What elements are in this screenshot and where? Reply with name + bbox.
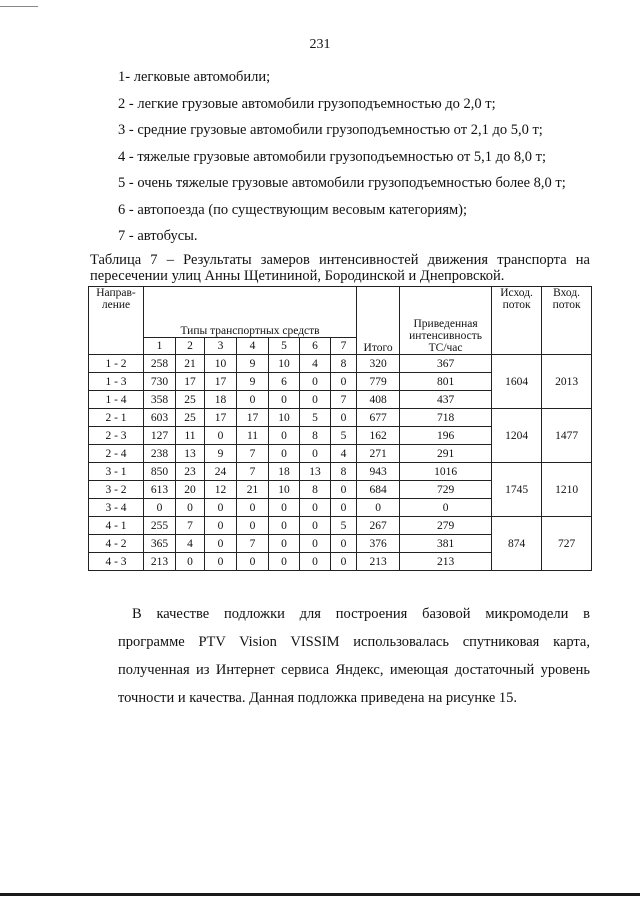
cell-type-count: 10: [205, 355, 237, 373]
scan-artifact-bottom-line: [0, 893, 640, 896]
table-row: [89, 409, 592, 427]
header-type-number: 4: [237, 338, 269, 355]
cell-type-count: 11: [176, 427, 205, 445]
cell-type-count: 0: [269, 535, 300, 553]
list-item: 3 - средние грузовые автомобили грузоподъемностью от 2,1 до 5,0 т;: [118, 122, 543, 138]
cell-type-count: 10: [269, 355, 300, 373]
header-type-number: 7: [331, 338, 357, 355]
header-outgoing-flow: [492, 287, 542, 355]
cell-type-count: 25: [176, 391, 205, 409]
header-direction-text: Направ- ление: [96, 287, 136, 311]
list-item: 4 - тяжелые грузовые автомобили грузоподъемностью от 5,1 до 8,0 т;: [118, 148, 547, 165]
cell-type-count: 358: [144, 391, 176, 409]
cell-total: 213: [357, 553, 400, 571]
cell-type-count: 0: [300, 553, 331, 571]
cell-reduced: 1016: [400, 463, 492, 481]
cell-type-count: 0: [237, 517, 269, 535]
cell-type-count: 20: [176, 481, 205, 499]
cell-type-count: 5: [331, 427, 357, 445]
table-row: [89, 517, 592, 535]
vehicle-type-list: [118, 68, 566, 254]
cell-type-count: 0: [300, 391, 331, 409]
header-reduced-intensity: [400, 287, 492, 355]
header-type-number: 5: [269, 338, 300, 355]
cell-type-count: 613: [144, 481, 176, 499]
cell-incoming-flow: 2013: [542, 355, 592, 409]
cell-total: 271: [357, 445, 400, 463]
cell-type-count: 5: [300, 409, 331, 427]
cell-type-count: 8: [300, 427, 331, 445]
header-incoming-flow: [542, 287, 592, 355]
cell-type-count: 17: [176, 373, 205, 391]
cell-type-count: 7: [237, 535, 269, 553]
header-type-number: 1: [144, 338, 176, 355]
cell-total: 677: [357, 409, 400, 427]
table-row: [89, 463, 592, 481]
cell-type-count: 0: [300, 445, 331, 463]
cell-type-count: 11: [237, 427, 269, 445]
cell-type-count: 0: [176, 553, 205, 571]
cell-reduced: 718: [400, 409, 492, 427]
cell-type-count: 6: [269, 373, 300, 391]
cell-reduced: 213: [400, 553, 492, 571]
cell-outgoing-flow: 874: [492, 517, 542, 571]
cell-type-count: 0: [269, 427, 300, 445]
cell-reduced: 729: [400, 481, 492, 499]
cell-type-count: 0: [269, 445, 300, 463]
cell-type-count: 10: [269, 409, 300, 427]
cell-reduced: 291: [400, 445, 492, 463]
cell-type-count: 8: [300, 481, 331, 499]
cell-incoming-flow: 1210: [542, 463, 592, 517]
cell-reduced: 0: [400, 499, 492, 517]
list-item: 2 - легкие грузовые автомобили грузоподъемностью до 2,0 т;: [118, 95, 496, 112]
cell-type-count: 0: [269, 517, 300, 535]
cell-type-count: 127: [144, 427, 176, 445]
cell-type-count: 9: [237, 355, 269, 373]
caption-line: пересечении улиц Анны Щетининой, Бородинской и Днепровской.: [90, 268, 505, 284]
cell-reduced: 437: [400, 391, 492, 409]
cell-type-count: 603: [144, 409, 176, 427]
cell-reduced: 381: [400, 535, 492, 553]
cell-type-count: 213: [144, 553, 176, 571]
cell-reduced: 801: [400, 373, 492, 391]
cell-type-count: 7: [237, 445, 269, 463]
cell-direction: 4 - 1: [89, 517, 144, 535]
cell-type-count: 18: [205, 391, 237, 409]
cell-type-count: 0: [300, 499, 331, 517]
cell-type-count: 0: [269, 499, 300, 517]
cell-total: 943: [357, 463, 400, 481]
header-type-number: 6: [300, 338, 331, 355]
cell-type-count: 13: [176, 445, 205, 463]
cell-type-count: 0: [300, 517, 331, 535]
cell-direction: 3 - 4: [89, 499, 144, 517]
cell-incoming-flow: 1477: [542, 409, 592, 463]
cell-total: 267: [357, 517, 400, 535]
cell-type-count: 0: [205, 517, 237, 535]
cell-type-count: 8: [331, 463, 357, 481]
cell-reduced: 279: [400, 517, 492, 535]
cell-type-count: 8: [331, 355, 357, 373]
list-item: 7 - автобусы.: [118, 228, 198, 244]
cell-type-count: 7: [237, 463, 269, 481]
cell-type-count: 255: [144, 517, 176, 535]
cell-type-count: 10: [269, 481, 300, 499]
paragraph-line: программе PTV Vision VISSIM использовалась спутниковая карта,: [118, 634, 590, 650]
cell-type-count: 24: [205, 463, 237, 481]
cell-direction: 4 - 3: [89, 553, 144, 571]
cell-reduced: 367: [400, 355, 492, 373]
paragraph-line: полученная из Интернет сервиса Яндекс, имеющая достаточный уровень: [118, 662, 590, 678]
header-total: Итого: [357, 287, 400, 355]
cell-total: 376: [357, 535, 400, 553]
cell-type-count: 0: [269, 391, 300, 409]
cell-direction: 2 - 3: [89, 427, 144, 445]
cell-direction: 3 - 1: [89, 463, 144, 481]
cell-type-count: 17: [205, 409, 237, 427]
cell-type-count: 18: [269, 463, 300, 481]
cell-type-count: 0: [300, 373, 331, 391]
cell-type-count: 21: [237, 481, 269, 499]
cell-type-count: 0: [144, 499, 176, 517]
paragraph-line: В качестве подложки для построения базовой микромодели в: [132, 606, 590, 622]
header-reduced-text: Приведенная интенсивность ТС/час: [409, 318, 482, 354]
cell-type-count: 0: [331, 481, 357, 499]
cell-total: 779: [357, 373, 400, 391]
list-item: 5 - очень тяжелые грузовые автомобили грузоподъемностью более 8,0 т;: [118, 175, 566, 191]
cell-outgoing-flow: 1745: [492, 463, 542, 517]
cell-type-count: 0: [331, 409, 357, 427]
table-body: [89, 355, 592, 571]
cell-type-count: 17: [237, 409, 269, 427]
cell-outgoing-flow: 1604: [492, 355, 542, 409]
cell-direction: 4 - 2: [89, 535, 144, 553]
cell-type-count: 238: [144, 445, 176, 463]
cell-direction: 1 - 2: [89, 355, 144, 373]
cell-type-count: 7: [176, 517, 205, 535]
cell-total: 0: [357, 499, 400, 517]
cell-type-count: 0: [176, 499, 205, 517]
cell-total: 684: [357, 481, 400, 499]
header-type-number: 3: [205, 338, 237, 355]
cell-reduced: 196: [400, 427, 492, 445]
table-caption: [90, 252, 590, 284]
caption-line: Таблица 7 – Результаты замеров интенсивностей движения транспорта на: [90, 252, 590, 268]
cell-type-count: 0: [205, 427, 237, 445]
header-type-number: 2: [176, 338, 205, 355]
cell-type-count: 5: [331, 517, 357, 535]
paragraph-line: точности и качества. Данная подложка приведена на рисунке 15.: [118, 690, 518, 706]
cell-type-count: 0: [331, 373, 357, 391]
cell-type-count: 4: [176, 535, 205, 553]
cell-direction: 2 - 4: [89, 445, 144, 463]
page-number: 231: [309, 37, 331, 52]
cell-incoming-flow: 727: [542, 517, 592, 571]
cell-type-count: 25: [176, 409, 205, 427]
cell-type-count: 258: [144, 355, 176, 373]
cell-type-count: 0: [269, 553, 300, 571]
cell-type-count: 17: [205, 373, 237, 391]
list-item: 6 - автопоезда (по существующим весовым категориям);: [118, 201, 468, 218]
cell-type-count: 7: [331, 391, 357, 409]
cell-total: 320: [357, 355, 400, 373]
header-vehicle-types: Типы транспортных средств: [144, 287, 357, 338]
table-row: [89, 355, 592, 373]
cell-type-count: 21: [176, 355, 205, 373]
cell-total: 162: [357, 427, 400, 445]
cell-type-count: 4: [331, 445, 357, 463]
list-item: 1- легковые автомобили;: [118, 69, 271, 85]
cell-type-count: 9: [205, 445, 237, 463]
cell-direction: 2 - 1: [89, 409, 144, 427]
cell-type-count: 365: [144, 535, 176, 553]
body-paragraph: [118, 600, 590, 712]
cell-type-count: 0: [205, 553, 237, 571]
cell-type-count: 0: [300, 535, 331, 553]
cell-direction: 3 - 2: [89, 481, 144, 499]
cell-type-count: 4: [300, 355, 331, 373]
cell-total: 408: [357, 391, 400, 409]
cell-type-count: 0: [331, 499, 357, 517]
cell-type-count: 850: [144, 463, 176, 481]
cell-type-count: 13: [300, 463, 331, 481]
cell-type-count: 23: [176, 463, 205, 481]
cell-type-count: 0: [331, 553, 357, 571]
header-incoming-text: Вход. поток: [552, 287, 581, 311]
header-outgoing-text: Исход. поток: [500, 287, 533, 311]
cell-type-count: 730: [144, 373, 176, 391]
cell-outgoing-flow: 1204: [492, 409, 542, 463]
cell-type-count: 12: [205, 481, 237, 499]
cell-direction: 1 - 4: [89, 391, 144, 409]
header-direction: [89, 287, 144, 355]
traffic-table: [88, 286, 592, 571]
cell-direction: 1 - 3: [89, 373, 144, 391]
cell-type-count: 0: [237, 553, 269, 571]
cell-type-count: 0: [205, 499, 237, 517]
scan-artifact-line: [0, 6, 38, 7]
cell-type-count: 0: [331, 535, 357, 553]
cell-type-count: 0: [237, 499, 269, 517]
cell-type-count: 0: [205, 535, 237, 553]
cell-type-count: 0: [237, 391, 269, 409]
cell-type-count: 9: [237, 373, 269, 391]
